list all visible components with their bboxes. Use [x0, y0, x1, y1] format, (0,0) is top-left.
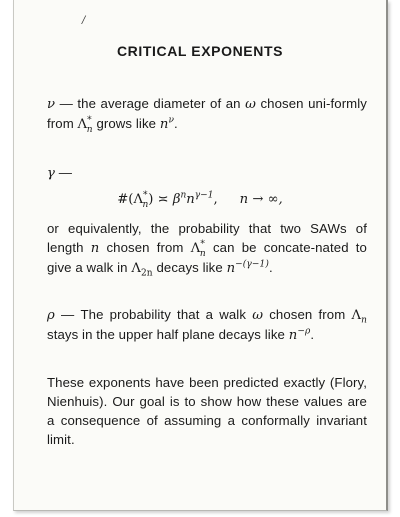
- gamma-end: .: [268, 260, 273, 275]
- rho-text-a: — The probability that a walk: [54, 307, 253, 322]
- gamma-lambda2-subscript: 2n: [140, 268, 153, 279]
- lambda-subscript: n: [86, 124, 93, 135]
- nu-end: .: [174, 116, 178, 131]
- gamma-text-d: decays like: [152, 260, 227, 275]
- rho-definition: [47, 305, 367, 345]
- gamma-lambda-subscript: n: [199, 248, 206, 259]
- eq-n-exponent: γ−1: [194, 190, 214, 201]
- eq-lambda: Λ: [133, 192, 143, 207]
- eq-close: ): [148, 192, 154, 207]
- eq-comma: ,: [213, 192, 218, 207]
- gamma-heading: [47, 163, 367, 183]
- eq-lambda-subscript: n: [142, 199, 149, 210]
- eq-hash: #(: [117, 192, 134, 207]
- rho-end: .: [310, 327, 315, 342]
- n-symbol: n: [159, 117, 169, 132]
- gamma-lambda2: Λ: [131, 261, 141, 276]
- eq-lambda-star: *: [142, 190, 148, 201]
- gamma-lambda: Λ: [190, 241, 201, 256]
- eq-beta-exponent: n: [180, 190, 187, 201]
- eq-beta: β: [172, 192, 181, 207]
- nu-text-a: — the average diameter of an: [55, 96, 246, 111]
- rho-omega: ω: [252, 308, 264, 323]
- gamma-text-a: or equivalently, the probability that two SAWs of length: [47, 221, 367, 255]
- page-mark: /: [82, 15, 86, 26]
- rho-exponent: −ρ: [297, 326, 311, 337]
- eq-n: n: [186, 192, 195, 207]
- nu-definition: [47, 94, 367, 134]
- gamma-explanation: [47, 219, 367, 278]
- rho-text-c: stays in the upper half plane decays like: [47, 327, 289, 342]
- gamma-text-b: chosen from: [99, 240, 191, 255]
- gamma-n2: n: [226, 261, 236, 276]
- page-title: CRITICAL EXPONENTS: [116, 43, 284, 59]
- omega-symbol: ω: [245, 97, 256, 112]
- gamma-lambda-star: *: [200, 239, 205, 250]
- lambda-symbol: Λ: [77, 117, 88, 132]
- eq-asymp: ≍: [153, 192, 173, 207]
- rho-text-b: chosen from: [263, 307, 352, 322]
- gamma-n1: n: [90, 241, 100, 256]
- nu-text-b: chosen uni-formly from: [47, 96, 367, 131]
- nu-exponent: ν: [168, 115, 175, 126]
- slide-page: [13, 0, 388, 511]
- gamma-symbol: γ: [47, 166, 55, 181]
- eq-limit: n → ∞,: [239, 192, 283, 207]
- gamma-text-c: can be concate-nated to give a walk in: [47, 240, 367, 275]
- gamma-equation: [14, 190, 386, 210]
- gamma-exponent: −(γ−1): [235, 259, 269, 270]
- lambda-star: *: [87, 115, 92, 126]
- nu-text-c: grows like: [92, 116, 160, 131]
- rho-lambda-subscript: n: [361, 315, 367, 326]
- nu-symbol: ν: [47, 97, 56, 112]
- rho-n: n: [288, 328, 298, 343]
- rho-lambda: Λ: [351, 308, 362, 323]
- rho-symbol: ρ: [47, 308, 55, 323]
- gamma-dash: —: [54, 165, 73, 180]
- closing-paragraph: These exponents have been predicted exactly (Flory, Nienhuis). Our goal is to show how these values are a consequence of assuming a conformally invariant limit.: [47, 375, 367, 447]
